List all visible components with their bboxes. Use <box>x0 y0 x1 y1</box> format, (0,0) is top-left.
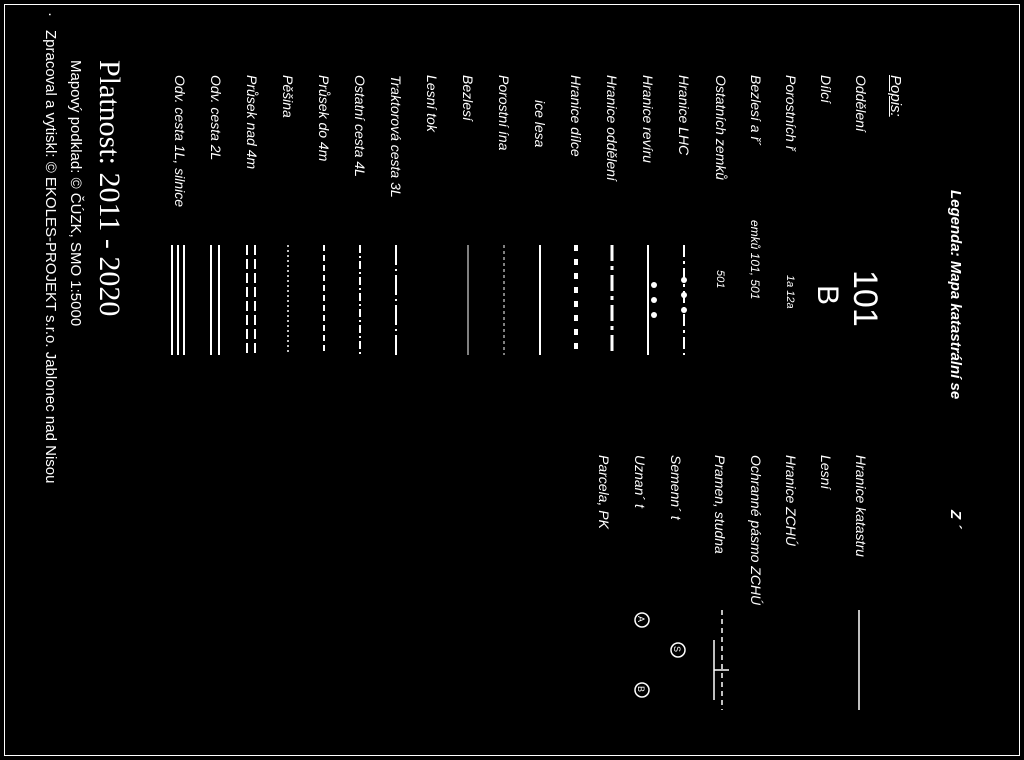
symbol-pramen-studna <box>714 610 729 710</box>
sample-oddeleni-number: 101 <box>846 270 884 327</box>
label-ochranne-pasmo: Ochranné pásmo ZCHÚ <box>748 455 764 606</box>
label-porostni-hranice: Porostní ína <box>496 75 512 151</box>
label-bezlesi-hranice: Bezlesí <box>460 75 476 121</box>
sample-porostnich-codes: 1a 12a <box>784 275 796 309</box>
label-hranice-oddeleni: Hranice oddělení <box>604 75 620 181</box>
label-uznany-porost: Uznan´ t <box>632 455 648 508</box>
svg-text:S: S <box>672 646 682 653</box>
validity-text: Platnost: 2011 - 2020 <box>93 60 126 317</box>
svg-text:B: B <box>636 686 646 693</box>
label-odv-cesta-1l: Odv. cesta 1L, silnice <box>172 75 188 208</box>
label-hranice-reviru: Hranice revíru <box>640 75 656 163</box>
sample-bezlesi-codes: emků 101, 501 <box>748 220 762 300</box>
symbol-hranice-reviru <box>648 245 657 355</box>
label-hranice-lhc: Hranice LHC <box>676 75 692 156</box>
corner-mark: · <box>42 12 59 17</box>
sample-dilec-letter: B <box>811 285 844 306</box>
label-odv-cesta-2l: Odv. cesta 2L <box>208 75 224 161</box>
label-hranice-zchu: Hranice ZCHÚ <box>783 455 799 547</box>
sample-ostatnich-code: 501 <box>714 270 726 289</box>
label-dilci: Dílcí <box>818 75 834 103</box>
label-traktorova-cesta: Traktorová cesta 3L <box>388 75 404 198</box>
label-hranice-lesa: ice lesa <box>532 100 548 148</box>
label-oddeleni: Oddělení <box>853 75 869 132</box>
symbol-odv-cesta-1l <box>172 245 184 355</box>
label-lesni-tok: Lesní tok <box>424 75 440 132</box>
symbol-semenny-porost <box>671 643 685 657</box>
line-symbols <box>144 240 704 360</box>
label-prusek-nad-4m: Průsek nad 4m <box>244 75 260 170</box>
right-symbols <box>564 600 874 720</box>
section-label: Popis: <box>887 75 904 117</box>
label-hranice-dilce: Hranice dílce <box>568 75 584 157</box>
label-semenny-porost: Semenn´ t <box>668 455 684 520</box>
label-pesina: Pěšina <box>280 75 296 118</box>
label-ostatni-cesta: Ostatní cesta 4L <box>352 75 368 177</box>
legend-title: Legenda: Mapa katastrální se <box>947 190 964 400</box>
label-ostatnich: Ostatních zemků <box>713 75 729 181</box>
label-porostnich: Porostních ř <box>783 75 799 151</box>
label-prusek-do-4m: Průsek do 4m <box>316 75 332 162</box>
symbol-hranice-lhc <box>681 245 687 355</box>
author-credit: Zpracoval a vytiskl: © EKOLES-PROJEKT s.r.o. Jablonec nad Nisou <box>42 30 59 484</box>
symbol-prusek-nad-4m <box>247 245 255 355</box>
symbol-odv-cesta-2l <box>211 245 219 355</box>
label-lesni: Lesní <box>818 455 834 490</box>
symbol-uznany-porost <box>635 613 649 697</box>
label-parcela-pk: Parcela, PK <box>596 455 612 529</box>
basemap-credit: Mapový podklad: © ČÚZK, SMO 1:5000 <box>67 60 84 327</box>
legend-title-right: Z ´ <box>947 510 964 529</box>
label-hranice-katastru: Hranice katastru <box>853 455 869 557</box>
label-pramen-studna: Pramen, studna <box>712 455 728 554</box>
svg-text:A: A <box>636 616 646 623</box>
label-bezlesi: Bezlesí a ř´ <box>748 75 764 146</box>
